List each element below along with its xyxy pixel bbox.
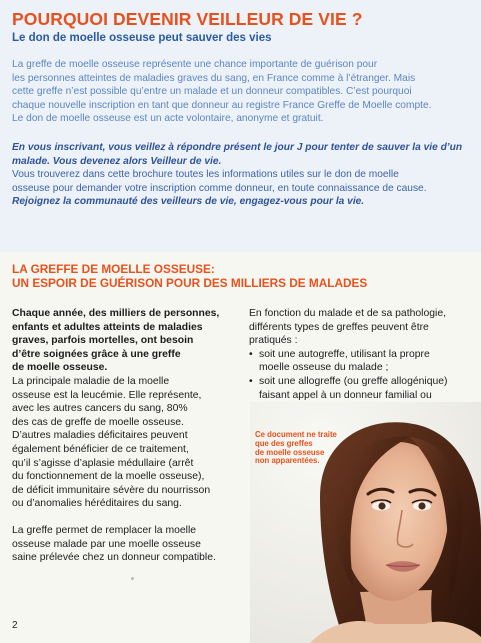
lead-line: d’être soignées grâce à une greffe	[12, 348, 181, 360]
intro-line: les personnes atteintes de maladies graves du sang, en France comme à l’étranger. Mais	[12, 72, 416, 84]
left-column	[12, 307, 238, 565]
body-line: des cas de greffe de moelle osseuse.	[12, 416, 184, 428]
callout-emphasis-line: En vous inscrivant, vous veillez à répondre présent le jour J pour tenter de sauver la vie d’un	[12, 142, 463, 153]
note-line: non apparentées.	[255, 456, 320, 466]
lead-line: enfants et adultes atteints de maladies	[12, 321, 203, 333]
right-column	[249, 307, 471, 416]
callout-line: Vous trouverez dans cette brochure toutes les informations utiles sur le don de moelle	[12, 169, 399, 181]
callout-emphasis-line: malade. Vous devenez alors Veilleur de vie.	[12, 155, 222, 167]
list-item-line: soit une allogreffe (ou greffe allogénique)	[259, 375, 448, 387]
paragraph-gap	[12, 511, 238, 524]
body-line: En fonction du malade et de sa pathologie,	[249, 308, 446, 319]
lead-line: Chaque année, des milliers de personnes,	[12, 308, 220, 319]
callout-line: osseuse pour demander votre inscription comme donneur, en toute connaissance de cause.	[12, 182, 427, 194]
list-item	[249, 348, 471, 375]
intro-line: chaque nouvelle inscription en tant que donneur au registre France Greffe de Moelle compte.	[12, 99, 432, 111]
section-heading-line: UN ESPOIR DE GUÉRISON POUR DES MILLIERS DE MALADES	[12, 276, 368, 290]
section-heading	[12, 262, 367, 290]
lead-line: de moelle osseuse.	[12, 362, 108, 374]
list-item-line: soit une autogreffe, utilisant la propre	[259, 348, 430, 360]
callout-paragraph	[12, 141, 474, 209]
body-line: La greffe permet de remplacer la moelle	[12, 524, 197, 536]
section-heading-line: LA GREFFE DE MOELLE OSSEUSE:	[12, 262, 215, 276]
note-line: Ce document ne traite	[255, 430, 337, 439]
body-line: qu’il s’agisse d’aplasie médullaire (arrêt	[12, 457, 194, 469]
body-line: du fonctionnement de la moelle osseuse),	[12, 471, 205, 483]
body-line: pratiqués :	[249, 335, 298, 347]
decorative-dot	[131, 577, 134, 580]
body-line: osseuse est la leucémie. Elle représente,	[12, 389, 202, 401]
body-line: osseuse malade par une moelle osseuse	[12, 538, 201, 550]
body-line: de déficit immunitaire sévère du nourrisson	[12, 484, 211, 496]
page-title: POURQUOI DEVENIR VEILLEUR DE VIE ?	[12, 9, 363, 29]
body-line: ou d’anomalies héréditaires du sang.	[12, 498, 182, 510]
note-line: de moelle osseuse	[255, 447, 325, 457]
callout-emphasis-line: Rejoignez la communauté des veilleurs de vie, engagez-vous pour la vie.	[12, 196, 365, 208]
intro-paragraph	[12, 58, 474, 126]
page-number: 2	[12, 620, 18, 631]
body-line: saine prélevée chez un donneur compatible.	[12, 552, 216, 564]
page-subtitle: Le don de moelle osseuse peut sauver des vies	[12, 32, 272, 44]
bullet-icon: •	[249, 348, 253, 360]
intro-line: Le don de moelle osseuse est un acte volontaire, anonyme et gratuit.	[12, 113, 324, 125]
list-item-line: moelle osseuse du malade ;	[259, 362, 389, 374]
body-line: différents types de greffes peuvent être	[249, 321, 429, 333]
intro-line: cette greffe n’est possible qu’entre un malade et un donneur compatibles. C’est pourquoi	[12, 86, 412, 98]
lead-line: graves, parfois mortelles, ont besoin	[12, 335, 194, 347]
bullet-icon: •	[249, 375, 253, 387]
intro-line: La greffe de moelle osseuse représente une chance importante de guérison pour	[12, 59, 378, 70]
note-line: que des greffes	[255, 438, 313, 448]
body-line: La principale maladie de la moelle	[12, 375, 170, 387]
list-item-line: faisant appel à un donneur familial ou	[259, 389, 432, 401]
body-line: également bénéficier de ce traitement,	[12, 443, 189, 455]
disclaimer-note	[255, 431, 351, 466]
body-line: avec les autres cancers du sang, 80%	[12, 403, 188, 415]
body-line: D’autres maladies déficitaires peuvent	[12, 430, 188, 442]
